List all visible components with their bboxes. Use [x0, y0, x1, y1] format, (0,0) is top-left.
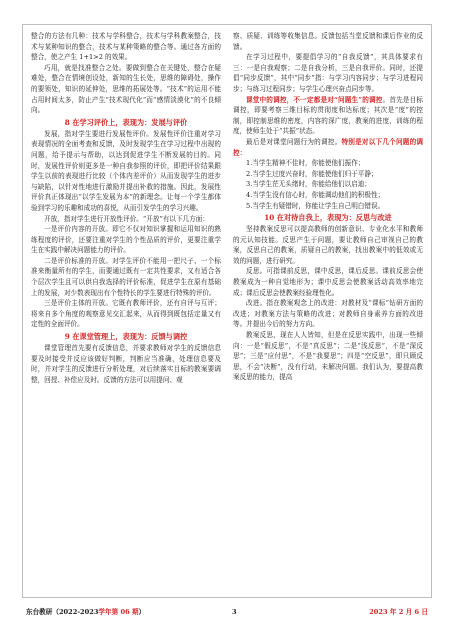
paragraph: 教案反思，现在人人皆知，但是在反思实践中，出现一些倾向：一是“假反思”，不是“真反思”；二是“浅反思”，不是“深反思”；三是“应付思”，不是“我要思”；四是“空反思”，即只顾反思，不会“决断”，没有行动，未解决问题。我们认为，要提高教案反思的能力，提高	[233, 331, 423, 382]
paragraph: 察、质疑、训练等收集信息。反馈包括当堂反馈和课后作业的反馈。	[233, 32, 423, 51]
right-column	[233, 31, 423, 383]
text-run: 特别是对以下几个问题的调控：	[233, 137, 424, 157]
paragraph: 2.当学生过度兴奋时，你能使他们归于平静；	[246, 169, 378, 178]
paragraph: 改进。指在教案观念上的改进：对教材及“课标”钻研方面的改进；对教案方法与策略的改进；对教师自身素养方面的改进等。并提出今后的努力方向。	[233, 299, 423, 329]
footer-publication: 东台教研（2022-2023学年第 06 期）	[26, 608, 146, 616]
section-heading: 8 在学习评价上，表现为：发展与评价	[64, 117, 188, 127]
paragraph: 开放，指对学生进行开放性评价。“开放”有以下几方面：	[44, 214, 209, 223]
text-run: 。首先是目标调控，即要考察三维目标的贯彻度和达标度；其次是“度”的控制，即控制思维的密度，内容的深广度，教案的进度，训练的程度，使师生处于“共振”状态。	[233, 95, 424, 136]
footer-date: 2023 年 2 月 6 日	[369, 608, 428, 616]
paragraph: 巧用，就是找准整合之处。要做到整合在关键处，整合在疑难处，整合在情境创设处，新知的生长处，思维的障碍处，操作的要领处，知识的延伸处，思维的拓展处等。“技术”的运用不能占用时间太多，防止产生“技术现代化”而“感情淡漠化”的不良倾向。	[31, 63, 221, 115]
paragraph: 4.当学生没有信心时，你能调动他们的积极性；	[246, 190, 385, 199]
paragraph: 反思。可指课前反思，课中反思，课后反思。课前反思会使教案成为一种自觉地形为；课中反思会使教案活动高效率地完成；课后反思会使教案经验理性化。	[233, 267, 423, 297]
left-column	[31, 31, 221, 385]
section-heading: 9 在课堂管理上，表现为：反馈与调控	[64, 332, 188, 342]
paragraph: 5.当学生有疑错时，你能让学生自己明白错误。	[246, 201, 385, 210]
paragraph: 整合的方法有几种：技术与学科整合，技术与学科教案整合，技术与某种知识的整合，技术与某种策略的整合等。通过各方面的整合，使之产生 1+1>2 的效果。	[31, 32, 221, 62]
text-run: 最后是对课堂问题行为的调控。	[246, 137, 342, 146]
paragraph: 一是评价内容的开放。即它不仅对知识掌握和运用知识的熟练程度的评价，还要注重对学生的个性品质的评价，更要注重学生在实践中解决问题能力的评价。	[31, 225, 221, 255]
paragraph	[233, 95, 423, 137]
section-heading: 10 在对待自我上，表现为：反思与改进	[264, 213, 392, 223]
paragraph: 1.当学生精神不佳时，你能使他们振作；	[246, 159, 365, 168]
paragraph: 发展，指对学生要进行发展性评价。发展性评价注重对学习表现情况的全面考查和反馈，及时发现学生在学习过程中出现的问题，给予提示与帮助，以达到促进学生不断发展的目的。同时，发展性评价则更多是一种自我参照的评价，即把评价结果跟学生以前的表现进行比较（个体内差评价）从而发现学生的进步与缺陷，以针对性地进行激励并提出补救的措施。因此，发展性评价真正体现出“以学生发展为本”的新理念。让每一个学生都体验到学习的乐趣和成功的喜悦，从而引发学生的学习兴趣。	[31, 129, 221, 212]
paragraph: 在学习过程中，要提倡学习的“自我反馈”，其具体要求有三：一是自我观察；二是自我分析，三是自我评价。同时，还提倡“同步反馈”，其中“同步”指：与学习内容同步；与学习进程同步；与练习过程同步；与学生心理兴奋点同步等。	[233, 53, 423, 93]
paragraph: 二是评价标准的开放。对学生评价不能用一把尺子、一个标准来衡量所有的学生，而要通过既有一定共性要求，又有适合各个层次学生且可以供自我选择的评价标准，促进学生在原有基础上的发展，对少数表现出有个性特长的学生要进行特殊的评价。	[31, 256, 221, 297]
paragraph	[233, 137, 423, 158]
paragraph: 课堂管理首先要有反馈信息，并要求教师对学生的反馈信息要及时接受并反应该做好判断，判断应当准确，处理信息要及时，并对学生的反馈进行分析处理，对后续落实目标的教案要调整，回授、补偿应及时。反馈的方法可以用提问、观	[31, 344, 221, 384]
paragraph: 坚持教案反思可以提高教师的创新意识、专业化水平和教师的元认知技能。反思产生于问题，要让教师自己审视自己的教案，反思自己的教案，质疑自己的教案，找出教案中的低效或无效的问题，进行研究。	[233, 225, 423, 265]
paragraph: 3.当学生茫无头绪时，你能给他们以启迪；	[246, 180, 371, 189]
page-frame	[22, 24, 432, 598]
paragraph: 三是评价主体的开放。它既有教师评价，还有自评与互评；将来自多个角度的观察意见交汇起来，从而得到既包括定量又有定性的全面评价。	[31, 299, 221, 329]
footer-page-number: 3	[232, 608, 237, 616]
text-run: 调控	[369, 95, 383, 104]
text-run: 课堂中的调控，不一定都是对“问题生”的	[246, 95, 370, 104]
